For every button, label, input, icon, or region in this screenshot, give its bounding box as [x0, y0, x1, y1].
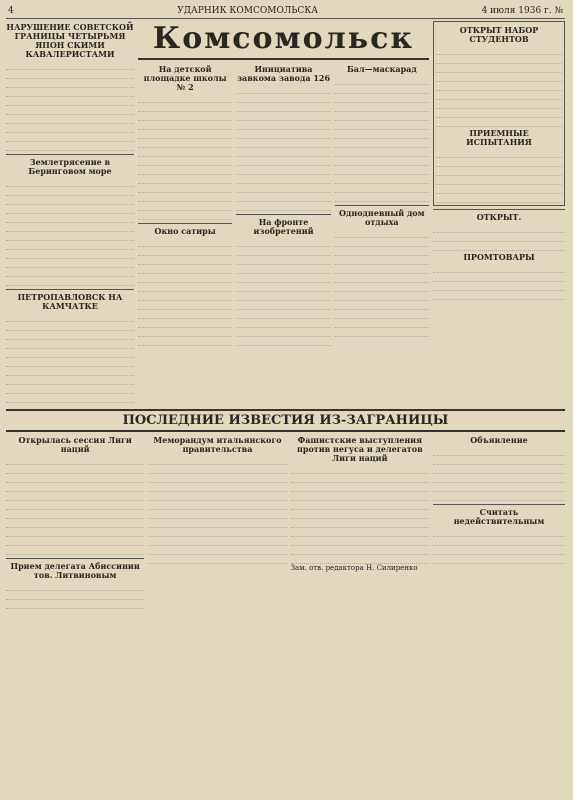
center-headline-4: Окно сатиры — [154, 226, 216, 236]
lower-headline-2: Меморандум итальянского правительства — [153, 435, 282, 454]
right-box-1 — [433, 21, 565, 206]
center-area — [138, 21, 429, 403]
top-bar — [6, 6, 565, 19]
lower-section — [6, 434, 565, 609]
lower-headline-4: Прием делегата Абиссинии тов. Литвиновым — [10, 561, 140, 580]
foreign-news-band: ПОСЛЕДНИЕ ИЗВЕСТИЯ ИЗ-ЗАГРАНИЦЫ — [6, 409, 565, 432]
center-col-1 — [138, 63, 232, 346]
right-headline-6: Считать недействительным — [453, 507, 545, 526]
masthead-title: Комсомольск — [138, 21, 429, 60]
right-headline-5: Объявление — [470, 435, 528, 445]
lower-col-1 — [6, 434, 144, 609]
center-headline-6: Однодневный дом отдыха — [339, 208, 425, 227]
right-headline-2: ПРИЕМНЫЕ ИСПЫТАНИЯ — [466, 128, 532, 147]
right-column — [433, 21, 565, 403]
center-col-2 — [236, 63, 330, 346]
lower-headline-1: Открылась сессия Лиги наций — [18, 435, 132, 454]
page-number: 4 — [8, 6, 14, 16]
lower-col-4 — [433, 434, 565, 609]
lower-headline-3: Фашистские выступления против негуса и делегатов Лиги наций — [297, 435, 423, 463]
issue-date: 4 июля 1936 г. № — [481, 6, 563, 16]
right-headline-4: ПРОМТОВАРЫ — [463, 252, 535, 262]
center-columns — [138, 63, 429, 346]
editor-signature: Зам. отв. редактора Н. Силиренко — [290, 564, 418, 572]
left-headline-2: Землетрясение в Беринговом море — [28, 157, 112, 176]
top-section — [6, 21, 565, 403]
center-headline-5: На фронте изобретений — [253, 217, 314, 236]
center-col-3 — [335, 63, 429, 346]
lower-col-2 — [148, 434, 286, 609]
lower-col-3 — [291, 434, 429, 609]
paper-name: УДАРНИК КОМСОМОЛЬСКА — [177, 6, 319, 16]
right-headline-3: ОТКРЫТ. — [476, 212, 522, 222]
center-headline-3: Бал—маскарад — [346, 64, 417, 74]
center-headline-1: На детской площадке школы № 2 — [143, 64, 227, 92]
left-column — [6, 21, 134, 403]
center-headline-2: Инициатива завкома завода 126 — [236, 64, 331, 83]
left-headline-1: НАРУШЕНИЕ СОВЕТСКОЙ ГРАНИЦЫ ЧЕТЫРЬМЯ ЯПОН СКИМИ КАВАЛЕРИСТАМИ — [6, 22, 134, 59]
left-headline-3: ПЕТРОПАВЛОВСК НА КАМЧАТКЕ — [17, 292, 123, 311]
right-headline-1: ОТКРЫТ НАБОР СТУДЕНТОВ — [459, 25, 539, 44]
